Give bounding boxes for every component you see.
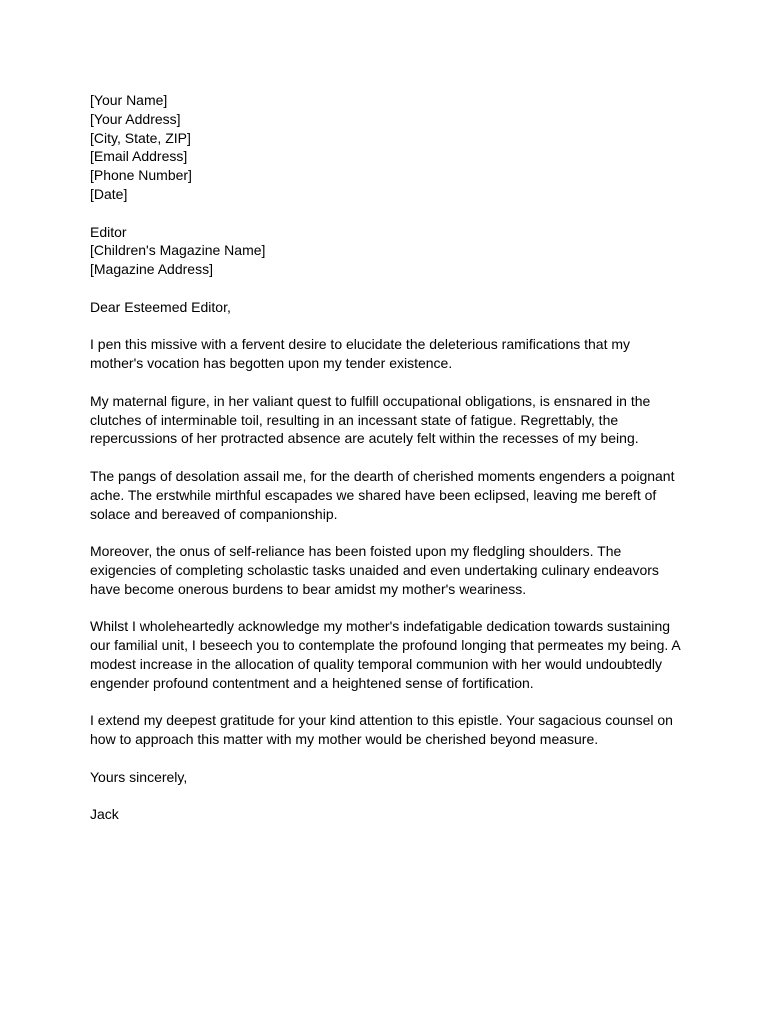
- sender-address: [Your Address]: [90, 110, 181, 127]
- paragraph-line: solace and bereaved of companionship.: [90, 505, 338, 522]
- paragraph-line: The pangs of desolation assail me, for the dearth of cherished moments engenders a poignant: [90, 467, 675, 484]
- paragraph-line: Moreover, the onus of self-reliance has been foisted upon my fledgling shoulders. The: [90, 543, 622, 560]
- paragraph-line: Whilst I wholeheartedly acknowledge my mother's indefatigable dedication towards sustaining: [90, 618, 671, 635]
- sender-city-state-zip: [City, State, ZIP]: [90, 129, 191, 146]
- paragraph-line: how to approach this matter with my mother would be cherished beyond measure.: [90, 731, 599, 748]
- salutation: [90, 298, 690, 317]
- paragraph-line: engender profound contentment and a heightened sense of fortification.: [90, 674, 534, 691]
- paragraph-line: our familial unit, I beseech you to contemplate the profound longing that permeates my being. A: [90, 637, 681, 654]
- paragraph-line: I extend my deepest gratitude for your kind attention to this epistle. Your sagacious counsel on: [90, 712, 673, 729]
- signature: [90, 805, 690, 824]
- paragraph-line: repercussions of her protracted absence are acutely felt within the recesses of my being.: [90, 430, 639, 447]
- paragraph-line: modest increase in the allocation of quality temporal communion with her would undoubtedly: [90, 655, 662, 672]
- recipient-magazine-name: [Children's Magazine Name]: [90, 242, 266, 259]
- paragraph-line: have become onerous burdens to bear amidst my mother's weariness.: [90, 580, 527, 597]
- paragraph-line: I pen this missive with a fervent desire to elucidate the deleterious ramifications that my: [90, 336, 631, 353]
- body-paragraph-2: [90, 392, 690, 448]
- closing-text: Yours sincerely,: [90, 768, 188, 785]
- recipient-block: [90, 223, 690, 279]
- sender-block: [90, 91, 690, 204]
- closing: [90, 768, 690, 787]
- paragraph-line: clutches of interminable toil, resulting in an incessant state of fatigue. Regrettably, the: [90, 411, 619, 428]
- paragraph-line: exigencies of completing scholastic tasks unaided and even undertaking culinary endeavors: [90, 561, 659, 578]
- letter-date: [Date]: [90, 185, 128, 202]
- recipient-title: Editor: [90, 223, 127, 240]
- recipient-magazine-address: [Magazine Address]: [90, 261, 213, 278]
- body-paragraph-1: [90, 335, 690, 373]
- paragraph-line: mother's vocation has begotten upon my tender existence.: [90, 355, 453, 372]
- signature-name: Jack: [90, 806, 119, 823]
- sender-phone: [Phone Number]: [90, 167, 192, 184]
- body-paragraph-5: [90, 617, 690, 692]
- paragraph-line: ache. The erstwhile mirthful escapades we shared have been eclipsed, leaving me bereft of: [90, 486, 657, 503]
- letter-page: [90, 91, 690, 824]
- sender-name: [Your Name]: [90, 92, 168, 108]
- body-paragraph-4: [90, 542, 690, 598]
- paragraph-line: My maternal figure, in her valiant quest to fulfill occupational obligations, is ensnared in the: [90, 392, 651, 409]
- salutation-text: Dear Esteemed Editor,: [90, 298, 231, 315]
- sender-email: [Email Address]: [90, 148, 188, 165]
- body-paragraph-6: [90, 711, 690, 749]
- body-paragraph-3: [90, 467, 690, 523]
